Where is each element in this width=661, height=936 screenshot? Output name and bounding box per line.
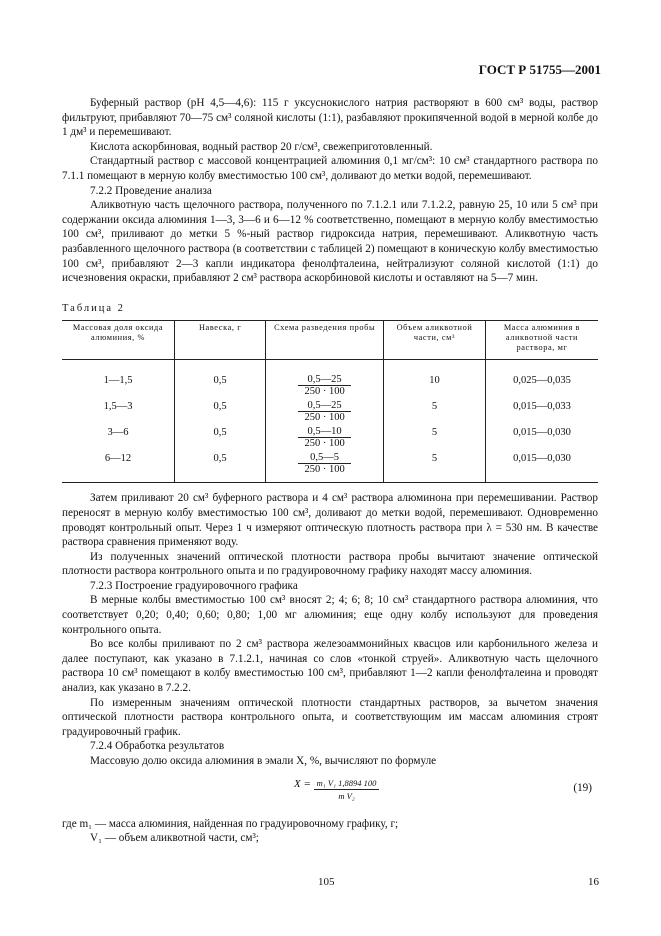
- dilution-numerator: 0,5—10: [298, 426, 350, 438]
- paragraph-optical-density: Из полученных значений оптической плотности раствора пробы вычитают значение оптической плотности раствора контрольного опыта и по градуировочному графику находят массу алюминия.: [62, 550, 598, 578]
- cell-volume: 5: [384, 426, 486, 452]
- cell-aluminium: 0,015—0,030: [485, 426, 598, 452]
- page-body: [62, 96, 598, 846]
- formula-19: [294, 777, 379, 802]
- cell-aluminium: 0,015—0,030: [485, 452, 598, 483]
- dilution-denominator: 250 · 100: [304, 412, 345, 424]
- dilution-fraction: [298, 452, 350, 475]
- table-row: [62, 360, 598, 401]
- definition-m1: где m₁ — масса алюминия, найденная по градуировочному графику, г;: [62, 817, 399, 830]
- column-header-aluminium-mass: Масса алюминия в аликвотной части раствора, мг: [485, 321, 598, 360]
- table-2: [62, 320, 598, 483]
- dilution-numerator: 0,5—25: [298, 374, 350, 386]
- formula-denominator: m V₂: [338, 790, 355, 801]
- column-header-sample-mass: Навеска, г: [175, 321, 266, 360]
- formula-numerator: m₁ V₁ 1,8894 100: [314, 777, 380, 790]
- section-heading-calibration: 7.2.3 Построение градуировочного графика: [90, 579, 298, 592]
- dilution-numerator: 0,5—25: [298, 400, 350, 412]
- dilution-fraction: [298, 426, 350, 449]
- cell-aluminium: 0,015—0,033: [485, 400, 598, 426]
- formula-block: [62, 773, 598, 813]
- formula-fraction: [314, 777, 380, 802]
- cell-range: 1—1,5: [103, 375, 133, 387]
- section-heading-analysis: 7.2.2 Проведение анализа: [90, 184, 212, 197]
- dilution-denominator: 250 · 100: [304, 386, 345, 398]
- paragraph-calibration-graph: По измеренным значениям оптической плотности стандартных растворов, за вычетом значения оптической плотности раствора контрольного опыта, и соответствующим им массам алюминия строят градуировочный график.: [62, 696, 598, 738]
- cell-mass: 0,5: [175, 426, 266, 452]
- definition-v1: V₁ — объем аликвотной части, см³;: [90, 832, 259, 845]
- paragraph-standard-solution: Стандартный раствор с массовой концентрацией алюминия 0,1 мг/см³: 10 см³ стандартного раствора по 7.1.1 помещают в мерную колбу вместимостью 100 см³, доливают до метки водой, перемешивают.: [62, 155, 598, 182]
- dilution-fraction: [298, 400, 350, 423]
- cell-volume: 10: [384, 360, 486, 401]
- column-header-aliquot-volume: Объем аликвотной части, см³: [384, 321, 486, 360]
- document-header: ГОСТ Р 51755—2001: [478, 62, 601, 77]
- cell-dilution: [266, 426, 384, 452]
- section-heading-results: 7.2.4 Обработка результатов: [90, 740, 225, 753]
- equation-number: (19): [573, 781, 592, 794]
- table-row: [62, 426, 598, 452]
- dilution-fraction: [298, 374, 350, 397]
- paragraph-analysis-procedure: Аликвотную часть щелочного раствора, полученного по 7.1.2.1 или 7.1.2.2, равную 25, 10 или 5 см³ при содержании оксида алюминия 1—3, 3—6 и 6—12 % соответственно, помещают в мерную колбу вместимостью 100 см³, приливают до метки 5 %-ный раствор гидроксида натрия, перемешивают. Аликвотную часть разбавленного щелочного раствора (в соответствии с таблицей 2) помещают в коническую колбу вместимостью 100 см³, прибавляют 2—3 капли индикатора фенолфталеина, нейтрализуют соляной кислотой (1:1) до исчезновения окраски, прибавляют 2 см³ раствора аскорбиновой кислоты и оставляют на 5—7 мин.: [62, 199, 598, 285]
- column-header-dilution-scheme: Схема разведения пробы: [266, 321, 384, 360]
- paragraph-formula-intro: Массовую долю оксида алюминия в эмали X, %, вычисляют по формуле: [90, 755, 437, 767]
- cell-mass: 0,5: [175, 452, 266, 483]
- cell-aluminium: 0,025—0,035: [485, 360, 598, 401]
- column-header-oxide-fraction: Массовая доля оксида алюминия, %: [62, 321, 175, 360]
- table-row: [62, 452, 598, 483]
- cell-dilution: [266, 400, 384, 426]
- cell-range: 6—12: [62, 452, 175, 483]
- paragraph-calibration-procedure: Во все колбы приливают по 2 см³ раствора железоаммонийных квасцов или карбонильного железа и далее поступают, как указано в 7.1.2.1, начиная со слов «тонкой струей». Аликвотную часть щелочного раствора 10 см³ помещают в колбу вместимостью 100 см³, прибавляют 1—2 капли фенолфталеина и проводят анализ, как указано в 7.2.2.: [62, 638, 598, 695]
- dilution-numerator: 0,5—5: [298, 452, 350, 464]
- paragraph-buffer-addition: Затем приливают 20 см³ буферного раствора и 4 см³ раствора алюминона при перемешивании. Раствор переносят в мерную колбу вместимостью 100 см³, доливают до метки водой, перемешивают. Одновременно проводят контрольный опыт. Через 1 ч измеряют оптическую плотность раствора при λ = 530 нм. В качестве раствора сравнения применяют воду.: [62, 492, 598, 549]
- dilution-denominator: 250 · 100: [304, 464, 345, 476]
- table-caption: Таблица 2: [62, 302, 125, 314]
- formula-lhs: X =: [294, 777, 311, 790]
- page-number-right: 16: [588, 876, 599, 888]
- dilution-denominator: 250 · 100: [304, 438, 345, 450]
- cell-range: 1,5—3: [103, 401, 133, 413]
- cell-mass: 0,5: [175, 360, 266, 401]
- cell-volume: 5: [384, 400, 486, 426]
- cell-range: 3—6: [107, 427, 129, 439]
- cell-dilution: [266, 360, 384, 401]
- table-header-row: [62, 321, 598, 360]
- paragraph-ascorbic-acid: Кислота аскорбиновая, водный раствор 20 г/см³, свежеприготовленный.: [90, 140, 433, 153]
- cell-dilution: [266, 452, 384, 483]
- paragraph-calibration-flasks: В мерные колбы вместимостью 100 см³ вносят 2; 4; 6; 8; 10 см³ стандартного раствора алюминия, что соответствует 0,20; 0,40; 0,60; 0,80; 1,00 мг алюминия; еще одну колбу используют для проведения контрольного опыта.: [62, 594, 598, 636]
- page-number-center: 105: [318, 876, 335, 888]
- paragraph-buffer-solution: Буферный раствор (pH 4,5—4,6): 115 г уксуснокислого натрия растворяют в 600 см³ воды, раствор фильтруют, прибавляют 70—75 см³ соляной кислоты (1:1), разбавляют прокипяченной водой в мерной колбе до 1 дм³ и перемешивают.: [62, 97, 598, 139]
- cell-mass: 0,5: [175, 400, 266, 426]
- table-row: [62, 400, 598, 426]
- cell-volume: 5: [384, 452, 486, 483]
